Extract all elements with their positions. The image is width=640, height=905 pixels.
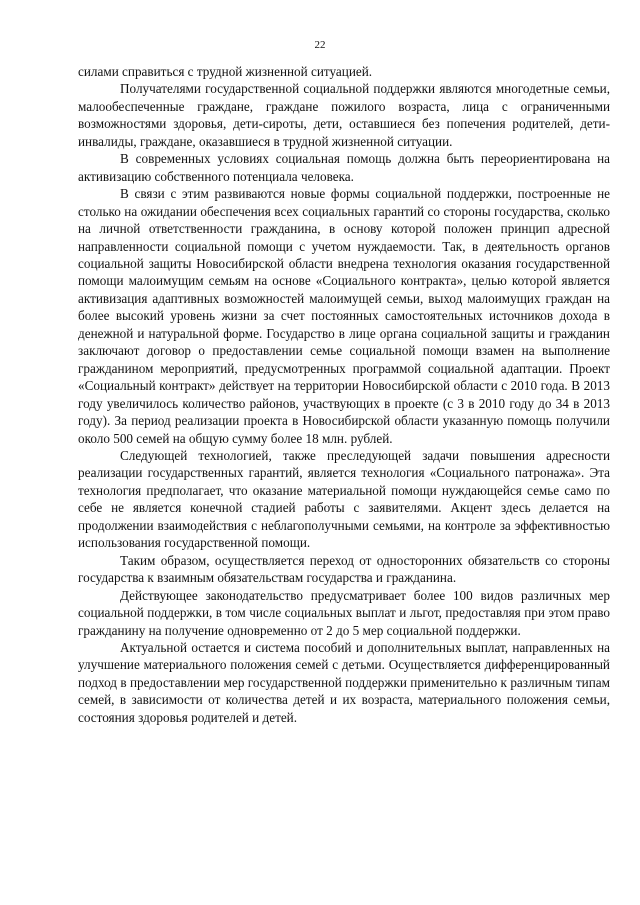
paragraph-legislation: Действующее законодательство предусматривает более 100 видов различных мер социальной поддержки, в том числе социальных выплат и льгот, предоставляя при этом право гражданину на получение одновременно от 2 до 5 мер социальной поддержки. [78,587,610,638]
paragraph-continuation: силами справиться с трудной жизненной ситуацией. [78,64,373,79]
paragraph-modern-conditions: В современных условиях социальная помощь должна быть переориентирована на активизацию собственного потенциала человека. [78,151,610,184]
paragraph-social-patronage: Следующей технологией, также преследующей задачи повышения адресности реализации государственных гарантий, является технология «Социального патронажа». Эта технология предполагает, что оказание материальной помощи нуждающейся семье само по себе не является конечной стадией работы с заявителями. Акцент здесь делается на продолжении взаимодействия с неблагополучными семьями, на контроле за эффективностью использования государственной помощи. [78,447,610,551]
paragraph-benefits-system: Актуальной остается и система пособий и дополнительных выплат, направленных на улучшение материального положения семей с детьми. Осуществляется дифференцированный подход в предоставлении мер государственной поддержки применительно к различным типам семей, в зависимости от количества детей и их возраста, материального положения семьи, состояния здоровья родителей и детей. [78,639,610,725]
body-text [78,63,610,726]
paragraph-mutual-obligations: Таким образом, осуществляется переход от односторонних обязательств со стороны государства к взаимным обязательствам государства и гражданина. [78,552,610,586]
paragraph-social-contract: В связи с этим развиваются новые формы социальной поддержки, построенные не столько на ожидании обеспечения всех социальных гарантий со стороны государства, сколько на личной ответственности гражданина, в основу которой положен принцип адресной направленности социальной помощи с учетом нуждаемости. Так, в деятельность органов социальной защиты Новосибирской области внедрена технология оказания государственной помощи малоимущим семьям на основе «Социального контракта», целью которой является активизация адаптивных возможностей малоимущей семьи, выход малоимущих граждан на более высокий уровень жизни за счет постоянных самостоятельных источников дохода в денежной и натуральной форме. Государство в лице органа социальной защиты и гражданин заключают договор о предоставлении семье социальной помощи взамен на выполнение гражданином мероприятий, предусмотренных программой социальной адаптации. Проект «Социальный контракт» действует на территории Новосибирской области с 2010 года. В 2013 году увеличилось количество районов, участвующих в проекте (с 3 в 2010 году до 34 в 2013 году). За период реализации проекта в Новосибирской области указанную помощь получили около 500 семей на общую сумму более 18 млн. рублей. [78,186,610,446]
paragraph-recipients: Получателями государственной социальной поддержки являются многодетные семьи, малообеспеченные граждане, граждане пожилого возраста, лица с ограниченными возможностями здоровья, дети-сироты, дети, оставшиеся без попечения родителей, дети-инвалиды, граждане, оказавшиеся в трудной жизненной ситуации. [78,81,610,149]
page-number: 22 [314,39,326,51]
